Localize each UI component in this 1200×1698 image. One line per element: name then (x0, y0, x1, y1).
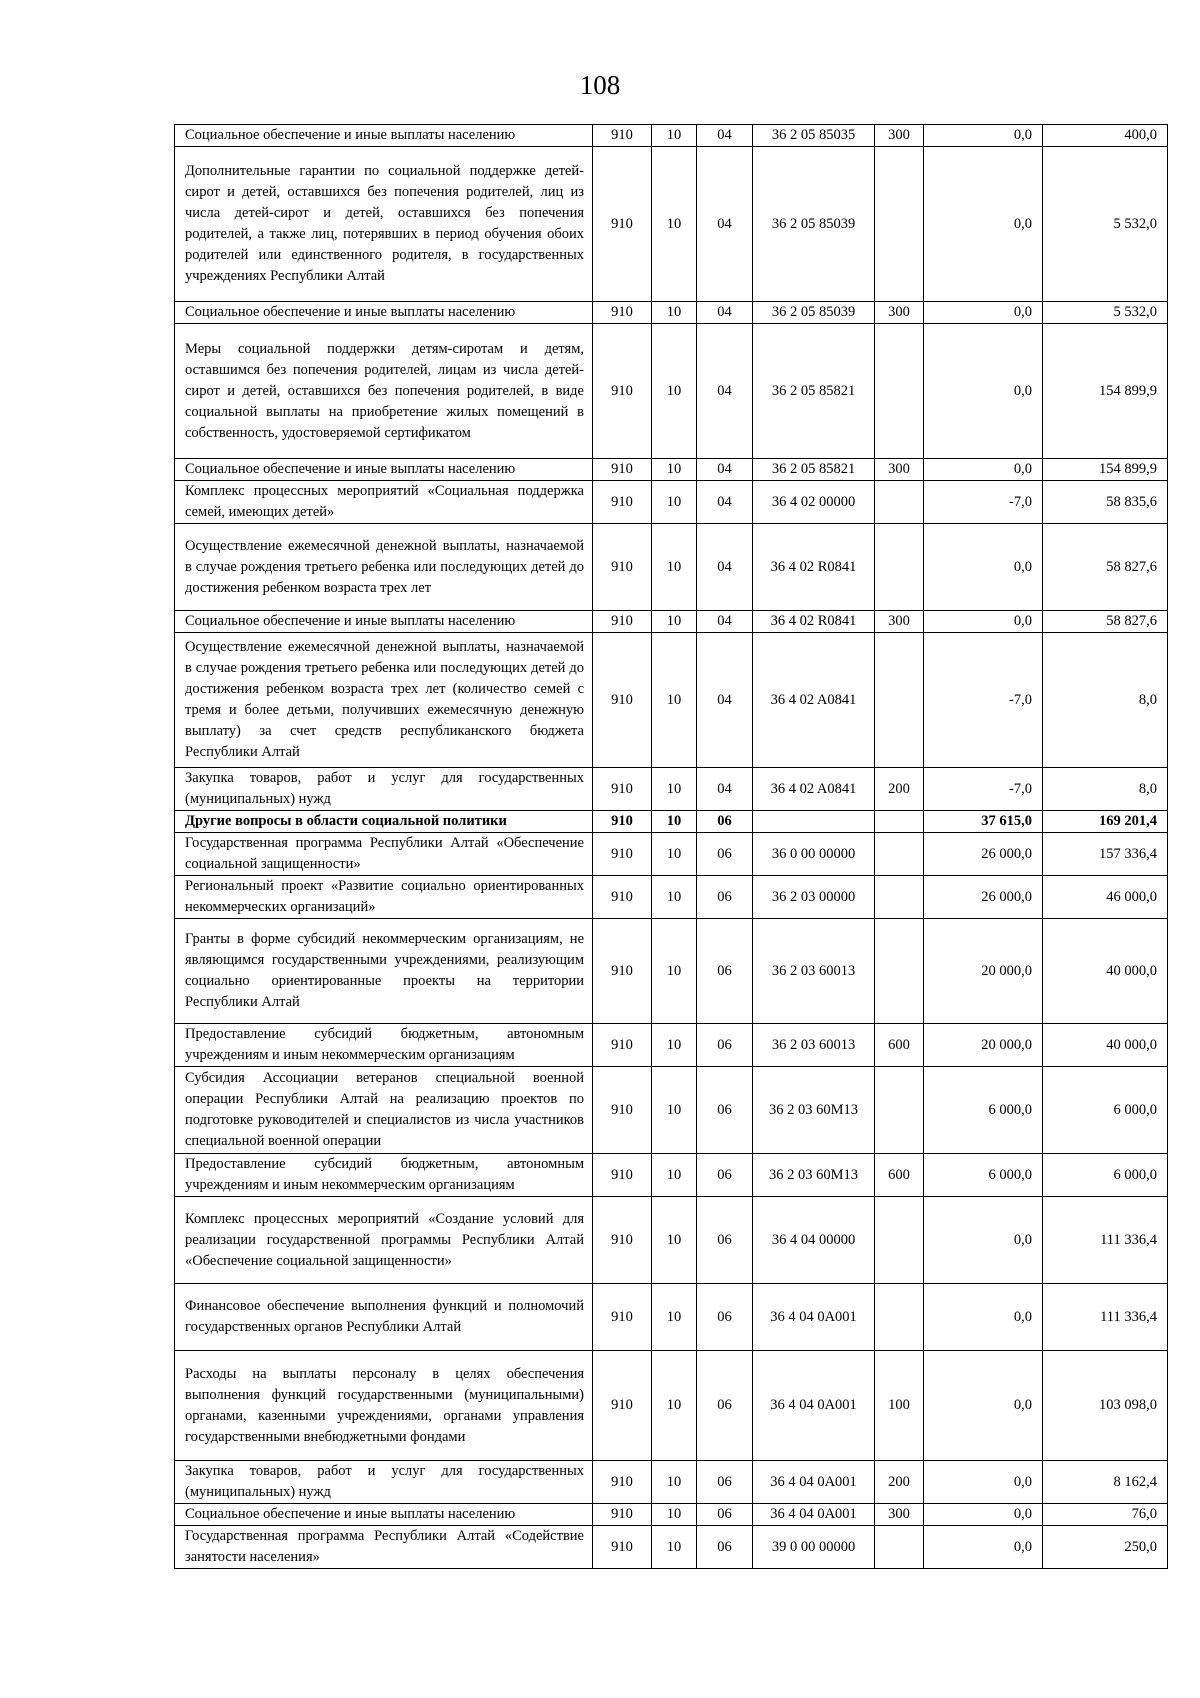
amount-total: 111 336,4 (1043, 1197, 1168, 1284)
subsection-code: 06 (697, 1526, 753, 1569)
ved-code: 910 (593, 1284, 652, 1351)
row-name: Предоставление субсидий бюджетным, автономным учреждениям и иным некоммерческим организациям (175, 1154, 593, 1197)
ved-code: 910 (593, 1154, 652, 1197)
amount-change: 0,0 (924, 1197, 1043, 1284)
page-number: 108 (579, 70, 621, 100)
amount-change: 0,0 (924, 1526, 1043, 1569)
target-article-code: 36 2 03 60013 (753, 919, 875, 1024)
table-row (175, 633, 1168, 768)
table-row (175, 833, 1168, 876)
table-row (175, 302, 1168, 324)
target-article-code: 36 4 04 0A001 (753, 1504, 875, 1526)
section-code: 10 (652, 633, 697, 768)
ved-code: 910 (593, 302, 652, 324)
budget-table (174, 124, 1168, 1569)
amount-total: 8,0 (1043, 768, 1168, 811)
subsection-code: 06 (697, 1284, 753, 1351)
target-article-code: 36 4 04 0A001 (753, 1461, 875, 1504)
target-article-code: 36 2 05 85035 (753, 125, 875, 147)
ved-code: 910 (593, 1067, 652, 1154)
table-row (175, 1284, 1168, 1351)
expense-type-code (875, 1284, 924, 1351)
subsection-code: 04 (697, 125, 753, 147)
amount-change: 0,0 (924, 1284, 1043, 1351)
amount-total: 111 336,4 (1043, 1284, 1168, 1351)
amount-total: 154 899,9 (1043, 324, 1168, 459)
expense-type-code (875, 811, 924, 833)
section-code: 10 (652, 481, 697, 524)
row-name: Комплекс процессных мероприятий «Создание условий для реализации государственной программы Республики Алтай «Обеспечение социальной защищенности» (175, 1197, 593, 1284)
row-name: Дополнительные гарантии по социальной поддержке детей-сирот и детей, оставшихся без попечения родителей, лиц из числа детей-сирот и детей, оставшихся без попечения родителей, а также лиц, потерявших в период обучения обоих родителей или единственного родителя, в государственных учреждениях Республики Алтай (175, 147, 593, 302)
ved-code: 910 (593, 125, 652, 147)
subsection-code: 04 (697, 147, 753, 302)
section-code: 10 (652, 1197, 697, 1284)
section-code: 10 (652, 611, 697, 633)
amount-total: 46 000,0 (1043, 876, 1168, 919)
expense-type-code (875, 324, 924, 459)
amount-change: 20 000,0 (924, 1024, 1043, 1067)
target-article-code: 36 4 02 R0841 (753, 524, 875, 611)
target-article-code: 36 4 02 00000 (753, 481, 875, 524)
subsection-code: 06 (697, 1154, 753, 1197)
subsection-code: 04 (697, 324, 753, 459)
row-name: Гранты в форме субсидий некоммерческим организациям, не являющимся государственными учреждениями, реализующим социально ориентированные проекты на территории Республики Алтай (175, 919, 593, 1024)
amount-change: 0,0 (924, 324, 1043, 459)
amount-change: 0,0 (924, 302, 1043, 324)
section-code: 10 (652, 876, 697, 919)
ved-code: 910 (593, 1351, 652, 1461)
ved-code: 910 (593, 919, 652, 1024)
amount-total: 250,0 (1043, 1526, 1168, 1569)
row-name: Закупка товаров, работ и услуг для государственных (муниципальных) нужд (175, 768, 593, 811)
section-code: 10 (652, 833, 697, 876)
amount-change: 0,0 (924, 524, 1043, 611)
section-code: 10 (652, 1024, 697, 1067)
expense-type-code (875, 1197, 924, 1284)
amount-change: 37 615,0 (924, 811, 1043, 833)
target-article-code: 36 2 03 60M13 (753, 1154, 875, 1197)
target-article-code: 36 4 04 0A001 (753, 1351, 875, 1461)
section-code: 10 (652, 324, 697, 459)
subsection-code: 04 (697, 611, 753, 633)
amount-change: 0,0 (924, 1504, 1043, 1526)
table-row (175, 1526, 1168, 1569)
ved-code: 910 (593, 876, 652, 919)
amount-total: 58 827,6 (1043, 611, 1168, 633)
amount-change: 0,0 (924, 1351, 1043, 1461)
row-name: Осуществление ежемесячной денежной выплаты, назначаемой в случае рождения третьего ребенка или последующих детей до достижения ребенком возраста трех лет (175, 524, 593, 611)
subsection-code: 06 (697, 919, 753, 1024)
row-name: Социальное обеспечение и иные выплаты населению (175, 302, 593, 324)
amount-total: 6 000,0 (1043, 1154, 1168, 1197)
subsection-code: 06 (697, 1504, 753, 1526)
amount-total: 8 162,4 (1043, 1461, 1168, 1504)
amount-change: 26 000,0 (924, 833, 1043, 876)
amount-total: 5 532,0 (1043, 147, 1168, 302)
row-name: Социальное обеспечение и иные выплаты населению (175, 125, 593, 147)
section-code: 10 (652, 1284, 697, 1351)
ved-code: 910 (593, 459, 652, 481)
section-code: 10 (652, 524, 697, 611)
table-row (175, 876, 1168, 919)
amount-change: 0,0 (924, 125, 1043, 147)
target-article-code: 36 4 04 0A001 (753, 1284, 875, 1351)
section-code: 10 (652, 147, 697, 302)
subsection-code: 04 (697, 768, 753, 811)
row-name: Социальное обеспечение и иные выплаты населению (175, 1504, 593, 1526)
ved-code: 910 (593, 833, 652, 876)
expense-type-code (875, 876, 924, 919)
amount-total: 8,0 (1043, 633, 1168, 768)
expense-type-code: 300 (875, 302, 924, 324)
section-code: 10 (652, 919, 697, 1024)
ved-code: 910 (593, 811, 652, 833)
section-code: 10 (652, 1461, 697, 1504)
amount-change: -7,0 (924, 768, 1043, 811)
target-article-code: 36 2 05 85039 (753, 147, 875, 302)
subsection-code: 04 (697, 302, 753, 324)
ved-code: 910 (593, 1526, 652, 1569)
subsection-code: 06 (697, 811, 753, 833)
expense-type-code (875, 1067, 924, 1154)
amount-total: 157 336,4 (1043, 833, 1168, 876)
amount-total: 169 201,4 (1043, 811, 1168, 833)
expense-type-code: 300 (875, 611, 924, 633)
table-row (175, 125, 1168, 147)
expense-type-code: 600 (875, 1024, 924, 1067)
table-row (175, 481, 1168, 524)
amount-change: 0,0 (924, 459, 1043, 481)
amount-total: 103 098,0 (1043, 1351, 1168, 1461)
expense-type-code (875, 481, 924, 524)
row-name: Комплекс процессных мероприятий «Социальная поддержка семей, имеющих детей» (175, 481, 593, 524)
table-row (175, 459, 1168, 481)
section-code: 10 (652, 459, 697, 481)
section-code: 10 (652, 1504, 697, 1526)
subsection-code: 06 (697, 833, 753, 876)
target-article-code (753, 811, 875, 833)
amount-total: 58 827,6 (1043, 524, 1168, 611)
subsection-code: 06 (697, 1461, 753, 1504)
target-article-code: 36 0 00 00000 (753, 833, 875, 876)
subsection-code: 04 (697, 524, 753, 611)
amount-total: 154 899,9 (1043, 459, 1168, 481)
table-row (175, 524, 1168, 611)
amount-change: 26 000,0 (924, 876, 1043, 919)
row-name: Закупка товаров, работ и услуг для государственных (муниципальных) нужд (175, 1461, 593, 1504)
expense-type-code: 100 (875, 1351, 924, 1461)
subsection-code: 06 (697, 1197, 753, 1284)
expense-type-code (875, 1526, 924, 1569)
section-code: 10 (652, 811, 697, 833)
row-name: Предоставление субсидий бюджетным, автономным учреждениям и иным некоммерческим организациям (175, 1024, 593, 1067)
expense-type-code (875, 633, 924, 768)
expense-type-code (875, 919, 924, 1024)
table-row (175, 1504, 1168, 1526)
amount-change: 20 000,0 (924, 919, 1043, 1024)
ved-code: 910 (593, 1461, 652, 1504)
subsection-code: 06 (697, 876, 753, 919)
expense-type-code: 300 (875, 1504, 924, 1526)
amount-change: 6 000,0 (924, 1067, 1043, 1154)
table-row (175, 1351, 1168, 1461)
expense-type-code: 300 (875, 125, 924, 147)
expense-type-code (875, 524, 924, 611)
table-row (175, 1067, 1168, 1154)
target-article-code: 36 2 03 60M13 (753, 1067, 875, 1154)
section-code: 10 (652, 1154, 697, 1197)
amount-total: 5 532,0 (1043, 302, 1168, 324)
row-name: Расходы на выплаты персоналу в целях обеспечения выполнения функций государственными (муниципальными) органами, казенными учреждениями, органами управления государственными внебюджетными фондами (175, 1351, 593, 1461)
subsection-code: 06 (697, 1024, 753, 1067)
ved-code: 910 (593, 1024, 652, 1067)
table-row (175, 1461, 1168, 1504)
expense-type-code: 300 (875, 459, 924, 481)
amount-change: 0,0 (924, 611, 1043, 633)
amount-change: -7,0 (924, 481, 1043, 524)
ved-code: 910 (593, 481, 652, 524)
row-name: Государственная программа Республики Алтай «Обеспечение социальной защищенности» (175, 833, 593, 876)
row-name: Меры социальной поддержки детям-сиротам и детям, оставшимся без попечения родителей, лицам из числа детей-сирот и детей, оставшихся без попечения родителей, в виде социальной выплаты на приобретение жилых помещений в собственность, удостоверяемой сертификатом (175, 324, 593, 459)
ved-code: 910 (593, 147, 652, 302)
amount-total: 6 000,0 (1043, 1067, 1168, 1154)
expense-type-code: 200 (875, 1461, 924, 1504)
table-row (175, 1024, 1168, 1067)
target-article-code: 36 2 03 00000 (753, 876, 875, 919)
target-article-code: 36 4 02 A0841 (753, 633, 875, 768)
expense-type-code: 600 (875, 1154, 924, 1197)
section-code: 10 (652, 1351, 697, 1461)
section-code: 10 (652, 768, 697, 811)
amount-total: 40 000,0 (1043, 1024, 1168, 1067)
section-code: 10 (652, 1526, 697, 1569)
amount-change: -7,0 (924, 633, 1043, 768)
target-article-code: 36 4 02 A0841 (753, 768, 875, 811)
ved-code: 910 (593, 1504, 652, 1526)
amount-total: 76,0 (1043, 1504, 1168, 1526)
row-name: Государственная программа Республики Алтай «Содействие занятости населения» (175, 1526, 593, 1569)
table-row (175, 1197, 1168, 1284)
row-name: Региональный проект «Развитие социально ориентированных некоммерческих организаций» (175, 876, 593, 919)
target-article-code: 36 2 05 85821 (753, 324, 875, 459)
subsection-code: 06 (697, 1067, 753, 1154)
expense-type-code: 200 (875, 768, 924, 811)
row-name: Другие вопросы в области социальной политики (175, 811, 593, 833)
ved-code: 910 (593, 768, 652, 811)
subsection-code: 06 (697, 1351, 753, 1461)
amount-total: 58 835,6 (1043, 481, 1168, 524)
row-name: Финансовое обеспечение выполнения функций и полномочий государственных органов Республики Алтай (175, 1284, 593, 1351)
target-article-code: 36 2 05 85821 (753, 459, 875, 481)
table-row (175, 611, 1168, 633)
row-name: Субсидия Ассоциации ветеранов специальной военной операции Республики Алтай на реализацию проектов по подготовке руководителей и специалистов из числа участников специальной военной операции (175, 1067, 593, 1154)
row-name: Осуществление ежемесячной денежной выплаты, назначаемой в случае рождения третьего ребенка или последующих детей до достижения ребенком возраста трех лет (количество семей с тремя и более детьми, получивших ежемесячную денежную выплату) за счет средств республиканского бюджета Республики Алтай (175, 633, 593, 768)
table-row (175, 919, 1168, 1024)
table-row (175, 147, 1168, 302)
ved-code: 910 (593, 524, 652, 611)
table-row (175, 768, 1168, 811)
target-article-code: 39 0 00 00000 (753, 1526, 875, 1569)
row-name: Социальное обеспечение и иные выплаты населению (175, 611, 593, 633)
expense-type-code (875, 147, 924, 302)
amount-change: 0,0 (924, 147, 1043, 302)
ved-code: 910 (593, 1197, 652, 1284)
section-code: 10 (652, 302, 697, 324)
row-name: Социальное обеспечение и иные выплаты населению (175, 459, 593, 481)
subsection-code: 04 (697, 481, 753, 524)
target-article-code: 36 2 03 60013 (753, 1024, 875, 1067)
table-row (175, 811, 1168, 833)
amount-total: 400,0 (1043, 125, 1168, 147)
target-article-code: 36 4 04 00000 (753, 1197, 875, 1284)
ved-code: 910 (593, 324, 652, 459)
ved-code: 910 (593, 633, 652, 768)
target-article-code: 36 2 05 85039 (753, 302, 875, 324)
amount-change: 0,0 (924, 1461, 1043, 1504)
section-code: 10 (652, 1067, 697, 1154)
amount-total: 40 000,0 (1043, 919, 1168, 1024)
subsection-code: 04 (697, 633, 753, 768)
expense-type-code (875, 833, 924, 876)
table-row (175, 324, 1168, 459)
table-row (175, 1154, 1168, 1197)
subsection-code: 04 (697, 459, 753, 481)
amount-change: 6 000,0 (924, 1154, 1043, 1197)
section-code: 10 (652, 125, 697, 147)
target-article-code: 36 4 02 R0841 (753, 611, 875, 633)
ved-code: 910 (593, 611, 652, 633)
